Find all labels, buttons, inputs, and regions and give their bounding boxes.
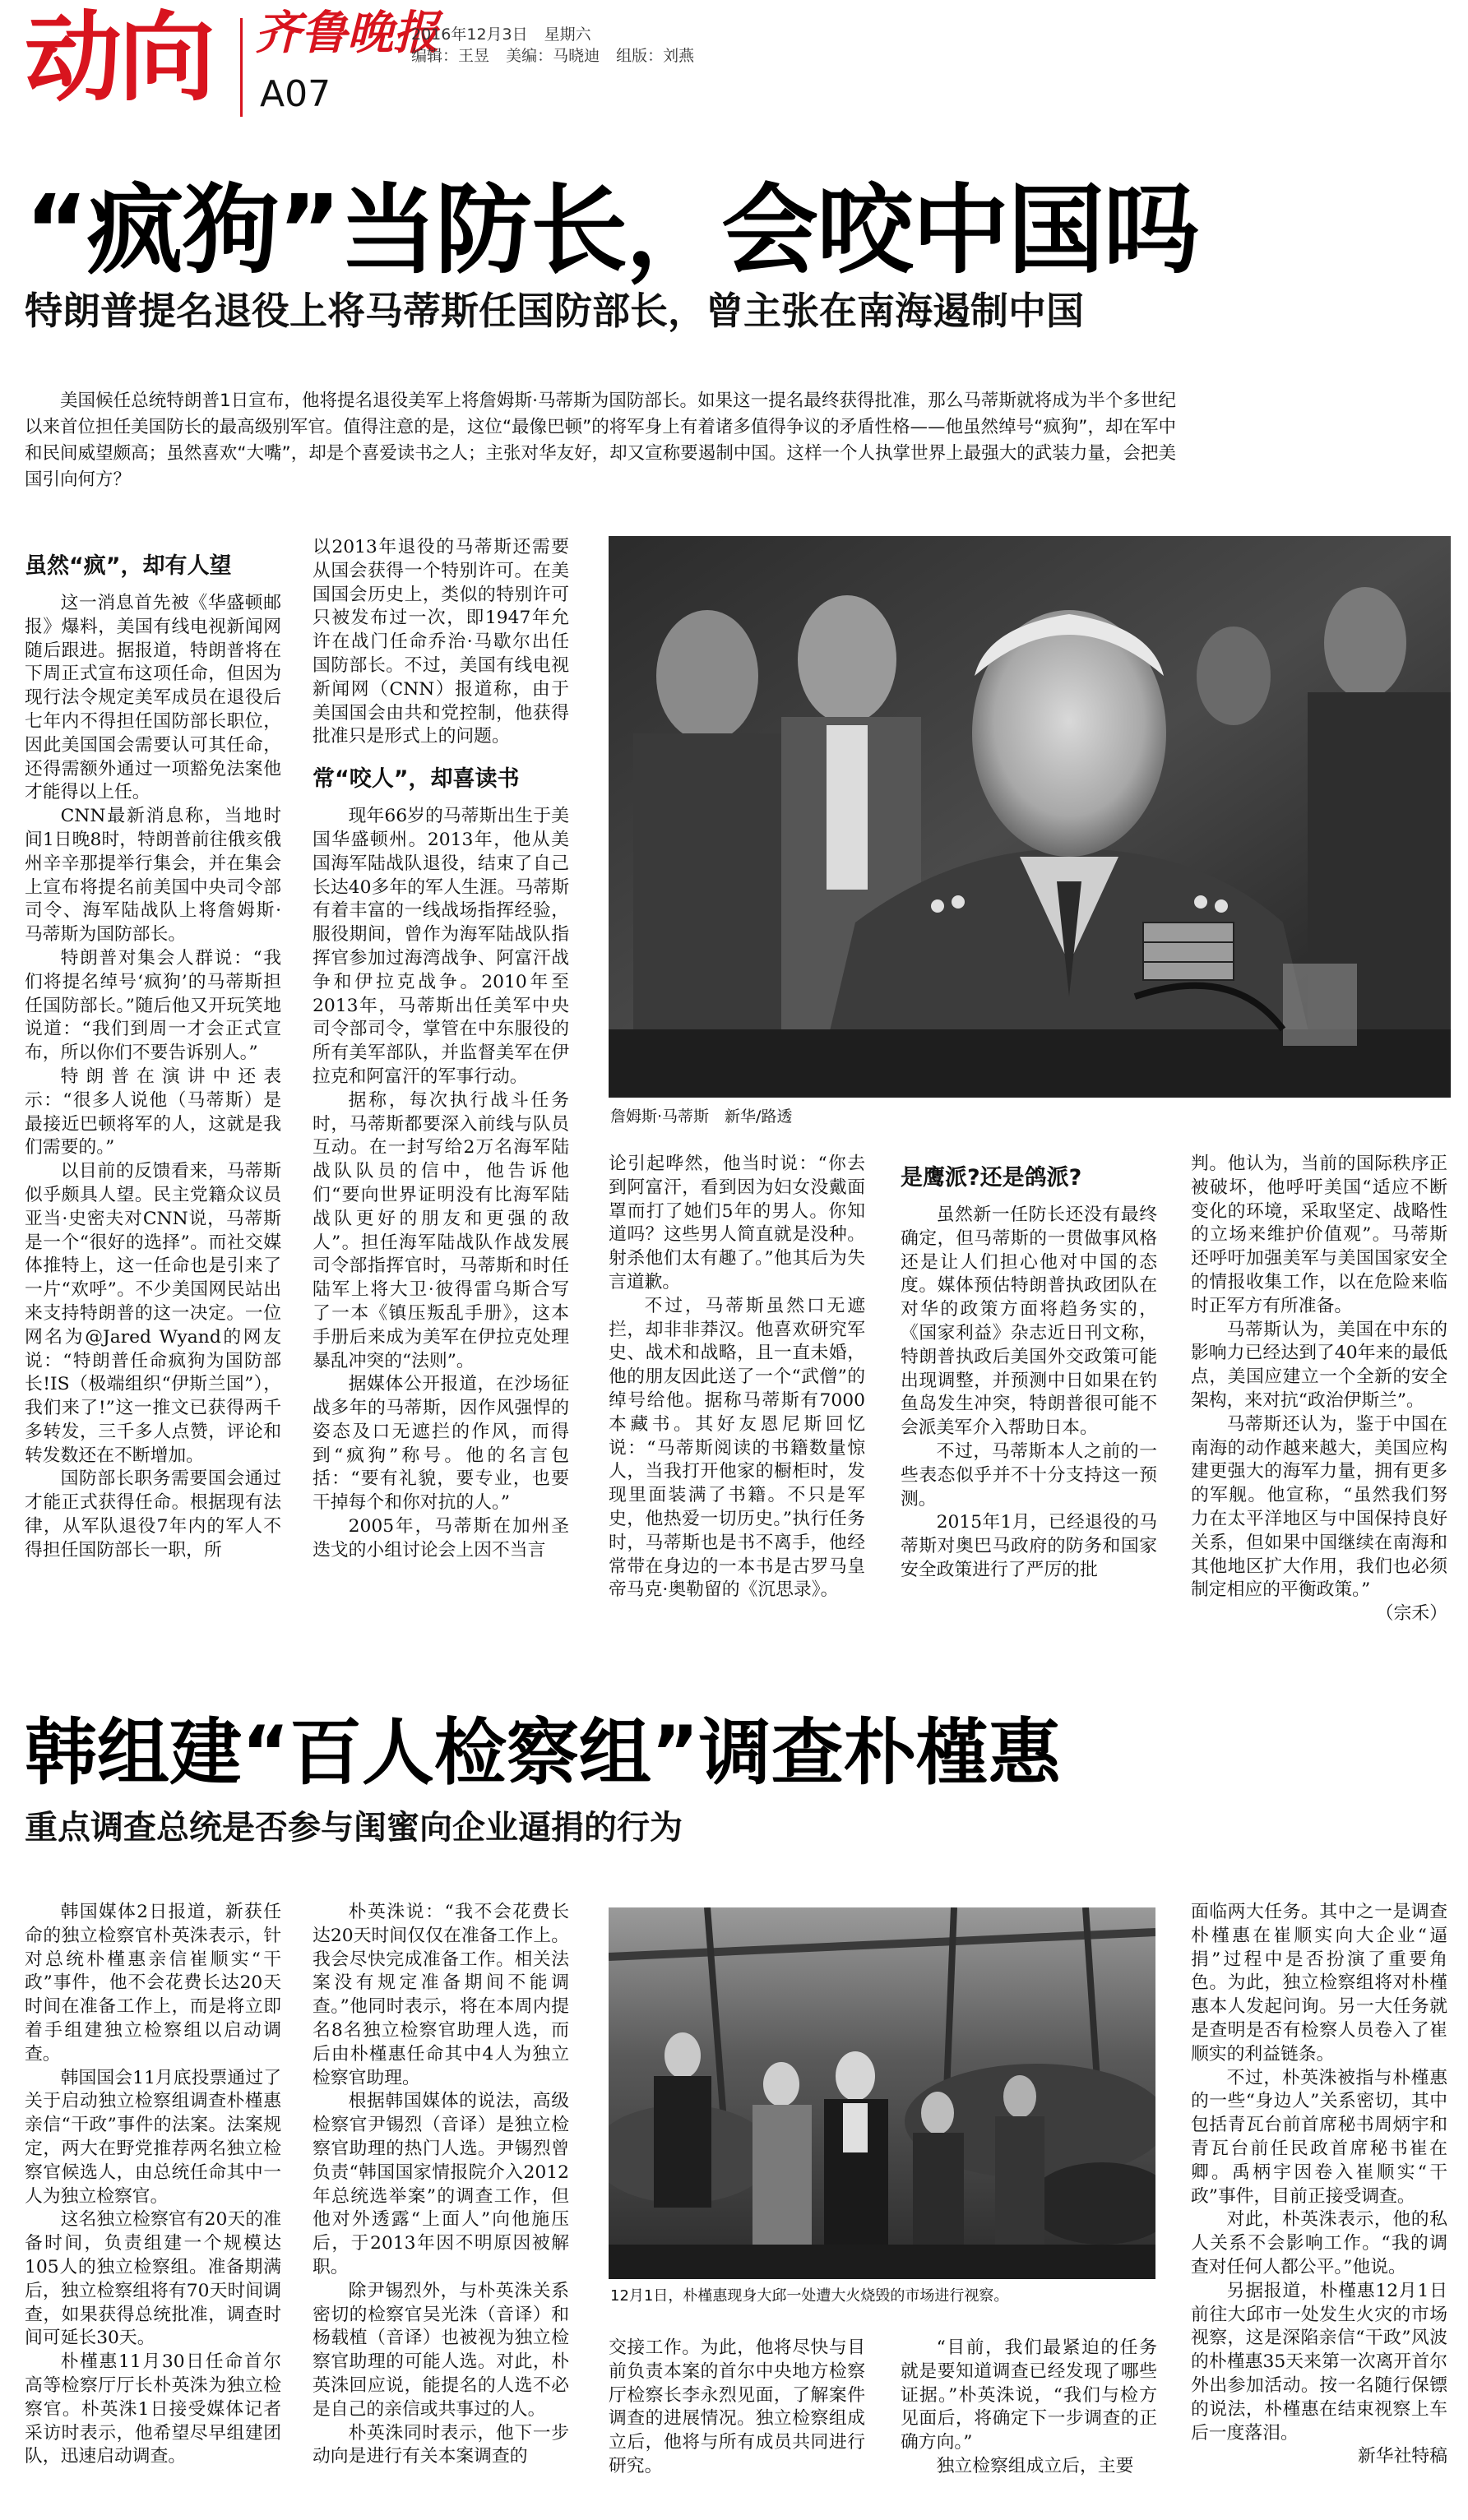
article2-column-2 — [313, 1901, 569, 2509]
paragraph: 论引起哗然，他当时说：“你去到阿富汗，看到因为妇女没戴面罩而打了她们5年的男人。你知道吗？这些男人简直就是没种。射杀他们太有趣了。”他其后为失言道歉。 — [609, 1154, 865, 1292]
article1-column-4 — [901, 1153, 1157, 1671]
paragraph: 以2013年退役的马蒂斯还需要从国会获得一个特别许可。在美国国会历史上，类似的特别许可只被发布过一次，即1947年允许在战门任命乔治·马歇尔出任国防部长。不过，美国有线电视新闻网（CNN）报道称，由于美国国会由共和党控制，他获得批准只是形式上的问题。 — [313, 537, 569, 747]
article1-headline: “疯狗”当防长，会咬中国吗 — [25, 173, 1199, 287]
paragraph: 2015年1月，已经退役的马蒂斯对奥巴马政府的防务和国家安全政策进行了严厉的批 — [901, 1512, 1157, 1580]
section-title: 动向 — [25, 1, 213, 114]
mattis-photo — [609, 536, 1451, 1098]
paragraph: 这名独立检察官有20天的准备时间，负责组建一个规模达105人的独立检察组。准备期满后，独立检察组将有70天时间调查，如果获得总统批准，调查时间可延长30天。 — [25, 2209, 281, 2349]
editor-credit: 编辑：王昱 — [411, 47, 490, 65]
issue-date-line — [411, 25, 603, 44]
paragraph: 朴英洙同时表示，他下一步动向是进行有关本案调查的 — [313, 2422, 569, 2467]
paragraph: 特朗普对集会人群说：“我们将提名绰号‘疯狗’的马蒂斯担任国防部长。”随后他又开玩笑地说道：“我们到周一才会正式宣布，所以你们不要告诉别人。” — [25, 947, 281, 1064]
park-photo-caption: 12月1日，朴槿惠现身大邱一处遭大火烧毁的市场进行视察。 — [610, 2287, 1009, 2305]
article1-subheadline: 特朗普提名退役上将马蒂斯任国防部长，曾主张在南海遏制中国 — [25, 289, 1084, 333]
article2-subheadline: 重点调查总统是否参与闺蜜向企业逼捐的行为 — [25, 1809, 683, 1847]
article2-column-1 — [25, 1901, 281, 2509]
paragraph: 韩国媒体2日报道，新获任命的独立检察官朴英洙表示，针对总统朴槿惠亲信崔顺实“干政”事件，他不会花费长达20天时间在准备工作上，而是将立即着手组建独立检察组以启动调查。 — [25, 1902, 281, 2065]
mattis-photo-caption: 詹姆斯·马蒂斯 新华/路透 — [610, 1107, 793, 1126]
article1-signature: （宗禾） — [1375, 1603, 1447, 1625]
paragraph: 不过，马蒂斯虽然口无遮拦，却非非莽汉。他喜欢研究军史、战术和战略，且一直未婚，他的朋友因此送了一个“武僧”的绰号给他。据称马蒂斯有7000本藏书。其好友恩尼斯回忆说：“马蒂斯阅读的书籍数量惊人，当我打开他家的橱柜时，发现里面装满了书籍。不只是军史，他热爱一切历史。”执行任务时，马蒂斯也是书不离手，他经常带在身边的一本书是古罗马皇帝马克·奥勒留的《沉思录》。 — [609, 1295, 865, 1601]
newspaper-logo: 齐鲁晚报 — [255, 6, 439, 60]
paragraph: CNN最新消息称，当地时间1日晚8时，特朗普前往俄亥俄州辛辛那提举行集会，并在集会上宣布将提名前美国中央司令部司令、海军陆战队上将詹姆斯·马蒂斯为国防部长。 — [25, 806, 281, 946]
paragraph: 不过，朴英洙被指与朴槿惠的一些“身边人”关系密切，其中包括青瓦台前首席秘书周炳宇和青瓦台前任民政首席秘书崔在卿。禹柄宇因卷入崔顺实“干政”事件，目前正接受调查。 — [1191, 2067, 1447, 2207]
issue-date: 2016年12月3日 — [411, 25, 528, 44]
paragraph: 据媒体公开报道，在沙场征战多年的马蒂斯，因作风强悍的姿态及口无遮拦的作风，而得到“疯狗”称号。他的名言包括：“要有礼貌，要专业，也要干掉每个和你对抗的人。” — [313, 1374, 569, 1514]
paragraph: 朴槿惠11月30日任命首尔高等检察厅厅长朴英洙为独立检察官。朴英洙1日接受媒体记者采访时表示，他希望尽早组建团队，迅速启动调查。 — [25, 2351, 281, 2467]
paragraph: 据称，每次执行战斗任务时，马蒂斯都要深入前线与队员互动。在一封写给2万名海军陆战队队员的信中，他告诉他们“要向世界证明没有比海军陆战队更好的朋友和更强的敌人”。担任海军陆战队作战发展司令部指挥官时，马蒂斯和时任陆军上将大卫·彼得雷乌斯合写了一本《镇压叛乱手册》，这本手册后来成为美军在伊拉克处理暴乱冲突的“法则”。 — [313, 1089, 569, 1371]
article2-column-3 — [609, 2337, 865, 2509]
paragraph: 对此，朴英洙表示，他的私人关系不会影响工作。“我的调查对任何人都公平。”他说。 — [1191, 2209, 1447, 2277]
masthead — [25, 0, 1447, 132]
paragraph: 另据报道，朴槿惠12月1日前往大邱市一处发生火灾的市场视察，这是深陷亲信“干政”风波的朴槿惠35天来第一次离开首尔外出参加活动。按一名随行保镖的说法，朴槿惠在结束视察上车后一度落泪。 — [1191, 2280, 1447, 2444]
credits-line — [411, 46, 706, 66]
paragraph: 特朗普在演讲中还表示：“很多人说他（马蒂斯）是最接近巴顿将军的人，这就是我们需要的。” — [25, 1066, 281, 1158]
article1-column-2 — [313, 536, 569, 1671]
paragraph: 韩国国会11月底投票通过了关于启动独立检察组调查朴槿惠亲信“干政”事件的法案。法案规定，两大在野党推荐两名独立检察官候选人，由总统任命其中一人为独立检察官。 — [25, 2067, 281, 2207]
designer-credit: 美编：马晓迪 — [506, 47, 600, 65]
paragraph: 以目前的反馈看来，马蒂斯似乎颇具人望。民主党籍众议员亚当·史密夫对CNN说，马蒂斯是一个“很好的选择”。而社交媒体推特上，这一任命也是引来了一片“欢呼”。不少美国网民站出来支持特朗普的这一决定。一位网名为@Jared Wyand的网友说：“特朗普任命疯狗为国防部长!IS（极端组织“伊斯兰国”），我们来了!”这一推文已获得两千多转发，三千多人点赞，评论和转发数还在不断增加。 — [25, 1161, 281, 1466]
proofreader-credit: 组版：刘燕 — [616, 47, 695, 65]
paragraph: 朴英洙说：“我不会花费长达20天时间仅仅在准备工作上。我会尽快完成准备工作。相关法案没有规定准备期间不能调查。”他同时表示，将在本周内提名8名独立检察官助理人选，而后由朴槿惠任命其中4人为独立检察官助理。 — [313, 1902, 569, 2088]
paragraph: 现年66岁的马蒂斯出生于美国华盛顿州。2013年，他从美国海军陆战队退役，结束了自己长达40多年的军人生涯。马蒂斯有着丰富的一线战场指挥经验，服役期间，曾作为海军陆战队指挥官参加过海湾战争、阿富汗战争和伊拉克战争。2010年至2013年，马蒂斯出任美军中央司令部司令，掌管在中东服役的所有美军部队，并监督美军在伊拉克和阿富汗的军事行动。 — [313, 806, 569, 1087]
article2-signature: 新华社特稿 — [1358, 2446, 1447, 2467]
page-number: A07 — [260, 73, 331, 115]
park-market-photo — [609, 1907, 1155, 2279]
paragraph: “目前，我们最紧迫的任务就是要知道调查已经发现了哪些证据。”朴英洙说，“我们与检方见面后，将确定下一步调查的正确方向。” — [901, 2337, 1157, 2453]
paragraph: 这一消息首先被《华盛顿邮报》爆料，美国有线电视新闻网随后跟进。据报道，特朗普将在下周正式宣布这项任命，但因为现行法令规定美军成员在退役后七年内不得担任国防部长职位，因此美国国会需要认可其任命，还得需额外通过一项豁免法案他才能得以上任。 — [25, 593, 281, 803]
paragraph: 国防部长职务需要国会通过才能正式获得任命。根据现有法律，从军队退役7年内的军人不得担任国防部长一职，所 — [25, 1468, 281, 1561]
issue-weekday: 星期六 — [544, 25, 591, 44]
paragraph: 马蒂斯认为，美国在中东的影响力已经达到了40年来的最低点，美国应建立一个全新的安全架构，来对抗“政治伊斯兰”。 — [1191, 1319, 1447, 1411]
paragraph: 马蒂斯还认为，鉴于中国在南海的动作越来越大，美国应构建更强大的海军力量，拥有更多的军舰。他宣称，“虽然我们努力在太平洋地区与中国保持良好关系，但如果中国继续在南海和其他地区扩大作用，我们也必须制定相应的平衡政策。” — [1191, 1413, 1447, 1601]
paragraph: 虽然新一任防长还没有最终确定，但马蒂斯的一贯做事风格还是让人们担心他对中国的态度。媒体预估特朗普执政团队在对华的政策方面将趋务实的，《国家利益》杂志近日刊文称，特朗普执政后美国外交政策可能出现调整，并预测中日如果在钓鱼岛发生冲突，特朗普很可能不会派美军介入帮助日本。 — [901, 1205, 1157, 1439]
article1-column-5 — [1191, 1153, 1447, 1679]
article2-headline: 韩组建“百人检察组”调查朴槿惠 — [25, 1710, 1061, 1795]
paragraph: 判。他认为，当前的国际秩序正被破坏，他呼吁美国“适应不断变化的环境，采取坚定、战略性的立场来维护价值观”。马蒂斯还呼吁加强美军与美国国家安全的情报收集工作，以在危险来临时正军方有所准备。 — [1191, 1154, 1447, 1316]
masthead-divider — [240, 18, 243, 117]
article2-column-5 — [1191, 1901, 1447, 2509]
section-heading: 常“咬人”，却喜读书 — [313, 766, 520, 793]
paragraph: 2005年，马蒂斯在加州圣迭戈的小组讨论会上因不当言 — [313, 1516, 569, 1561]
paragraph: 面临两大任务。其中之一是调查朴槿惠在崔顺实向大企业“逼捐”过程中是否扮演了重要角色。为此，独立检察组将对朴槿惠本人发起问询。另一大任务就是查明是否有检察人员卷入了崔顺实的利益链条。 — [1191, 1902, 1447, 2065]
paragraph: 独立检察组成立后，主要 — [936, 2455, 1134, 2476]
paragraph: 不过，马蒂斯本人之前的一些表态似乎并不十分支持这一预测。 — [901, 1440, 1157, 1510]
paragraph: 根据韩国媒体的说法，高级检察官尹锡烈（音译）是独立检察官助理的热门人选。尹锡烈曾负责“韩国国家情报院介入2012年总统选举案”的调查工作，但他对外透露“上面人”向他施压后，于2013年因不明原因被解职。 — [313, 2091, 569, 2277]
paragraph: 除尹锡烈外，与朴英洙关系密切的检察官吴光洙（音译）和杨载植（音译）也被视为独立检察官助理的可能人选。对此，朴英洙回应说，能提名的人选不必是自己的亲信或共事过的人。 — [313, 2280, 569, 2420]
section-heading: 是鹰派?还是鸽派? — [901, 1165, 1082, 1191]
paragraph: 交接工作。为此，他将尽快与目前负责本案的首尔中央地方检察厅检察长李永烈见面，了解案件调查的进展情况。独立检察组成立后，他将与所有成员共同进行研究。 — [609, 2337, 865, 2476]
article1-column-3 — [609, 1153, 865, 1671]
article1-column-1 — [25, 553, 281, 1671]
article1-lead: 美国候任总统特朗普1日宣布，他将提名退役美军上将詹姆斯·马蒂斯为国防部长。如果这一提名最终获得批准，那么马蒂斯就将成为半个多世纪以来首位担任美国防长的最高级别军官。值得注意的是，这位“最像巴顿”的将军身上有着诸多值得争议的矛盾性格——他虽然绰号“疯狗”，却在军中和民间威望颇高；虽然喜欢“大嘴”，却是个喜爱读书之人；主张对华友好，却又宣称要遏制中国。这样一个人执掌世界上最强大的武装力量，会把美国引向何方？ — [25, 391, 1176, 490]
article2-column-4 — [901, 2337, 1157, 2509]
section-heading: 虽然“疯”，却有人望 — [25, 553, 232, 579]
